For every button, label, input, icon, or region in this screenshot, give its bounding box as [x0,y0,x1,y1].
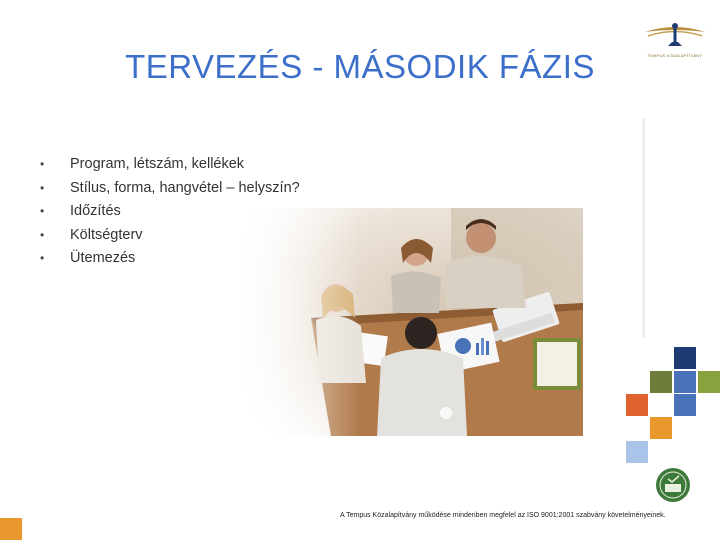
bullet-item: • Stílus, forma, hangvétel – helyszín? [40,177,300,201]
square [650,417,672,439]
square [626,441,648,463]
square [626,394,648,416]
bullet-item: • Költségterv [40,224,300,248]
bullet-item: • Ütemezés [40,247,300,271]
square [650,371,672,393]
meeting-photo [241,208,583,436]
square [674,347,696,369]
logo-text: TEMPUS KÖZALAPÍTVÁNY [647,53,703,58]
bullet-item: • Időzítés [40,200,300,224]
footer-iso-note: A Tempus Közalapítvány működése mindenben megfelel az ISO 9001:2001 szabvány követelményeinek. [340,512,666,519]
square [674,394,696,416]
corner-square [0,518,22,540]
certificate-badge-icon [655,467,691,503]
decorative-divider [642,118,645,338]
square [698,371,720,393]
bullet-item: • Program, létszám, kellékek [40,153,300,177]
square [674,371,696,393]
slide-title: TERVEZÉS - MÁSODIK FÁZIS [125,48,595,85]
